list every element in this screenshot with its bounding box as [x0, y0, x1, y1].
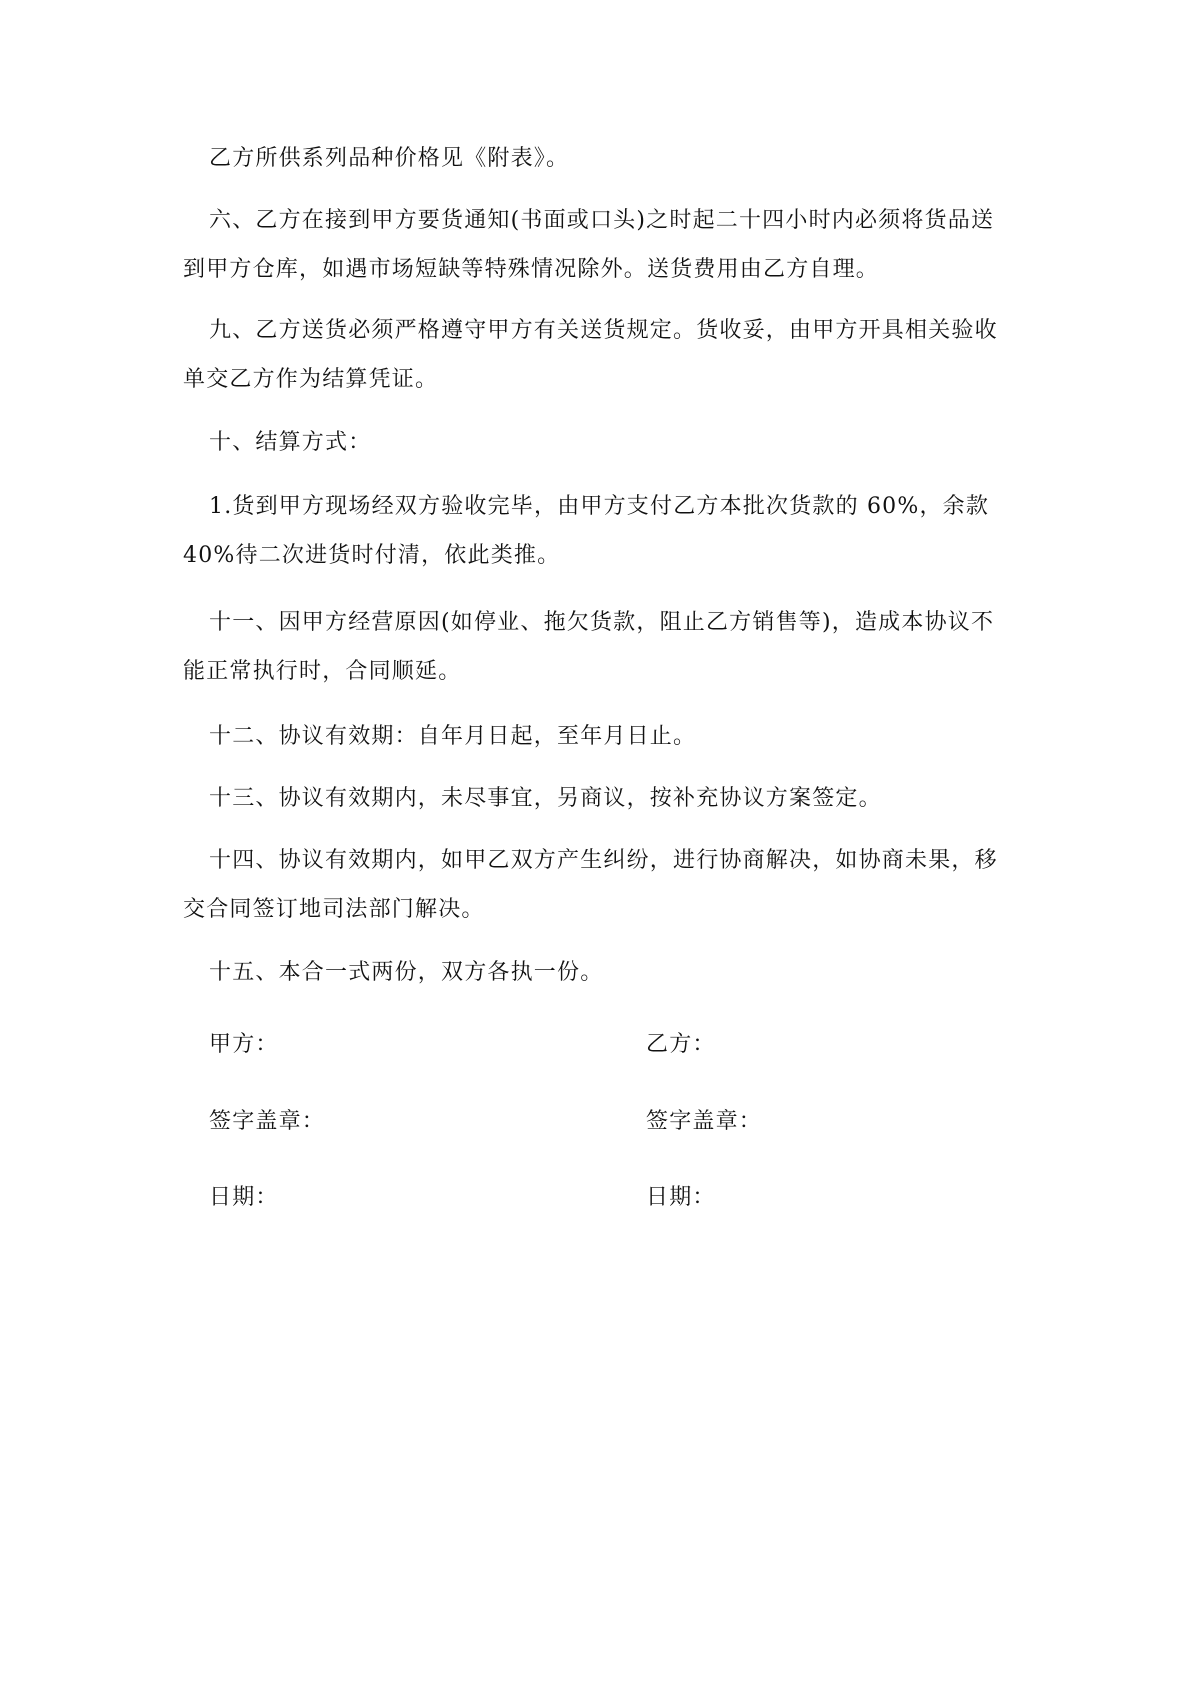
party-b-date-label: 日期：: [646, 1185, 716, 1210]
party-a-date-label: 日期：: [209, 1185, 279, 1210]
paragraph-thirteen-supplement: 十三、协议有效期内，未尽事宜，另商议，按补充协议方案签定。: [209, 786, 882, 811]
party-b-seal-label: 签字盖章：: [646, 1109, 763, 1134]
paragraph-settlement-item-1: 1.货到甲方现场经双方验收完毕，由甲方支付乙方本批次货款的 60%，余款40%待二次进货时付清，依此类推。: [183, 494, 990, 568]
paragraph-nine-acceptance: 九、乙方送货必须严格遵守甲方有关送货规定。货收妥，由甲方开具相关验收单交乙方作为结算凭证。: [183, 318, 998, 392]
party-b-label: 乙方：: [646, 1032, 716, 1057]
paragraph-ten-settlement: 十、结算方式：: [209, 430, 372, 455]
party-a-label: 甲方：: [209, 1032, 279, 1057]
paragraph-fourteen-dispute: 十四、协议有效期内，如甲乙双方产生纠纷，进行协商解决，如协商未果，移交合同签订地司法部门解决。: [183, 848, 998, 922]
paragraph-price-list: 乙方所供系列品种价格见《附表》。: [209, 146, 570, 171]
paragraph-fifteen-copies: 十五、本合一式两份，双方各执一份。: [209, 960, 604, 985]
paragraph-eleven-extension: 十一、因甲方经营原因(如停业、拖欠货款，阻止乙方销售等)，造成本协议不能正常执行时，合同顺延。: [183, 610, 995, 684]
paragraph-six-delivery: 六、乙方在接到甲方要货通知(书面或口头)之时起二十四小时内必须将货品送到甲方仓库，如遇市场短缺等特殊情况除外。送货费用由乙方自理。: [183, 208, 995, 282]
paragraph-twelve-validity: 十二、协议有效期：自年月日起，至年月日止。: [209, 724, 697, 749]
party-a-seal-label: 签字盖章：: [209, 1109, 326, 1134]
